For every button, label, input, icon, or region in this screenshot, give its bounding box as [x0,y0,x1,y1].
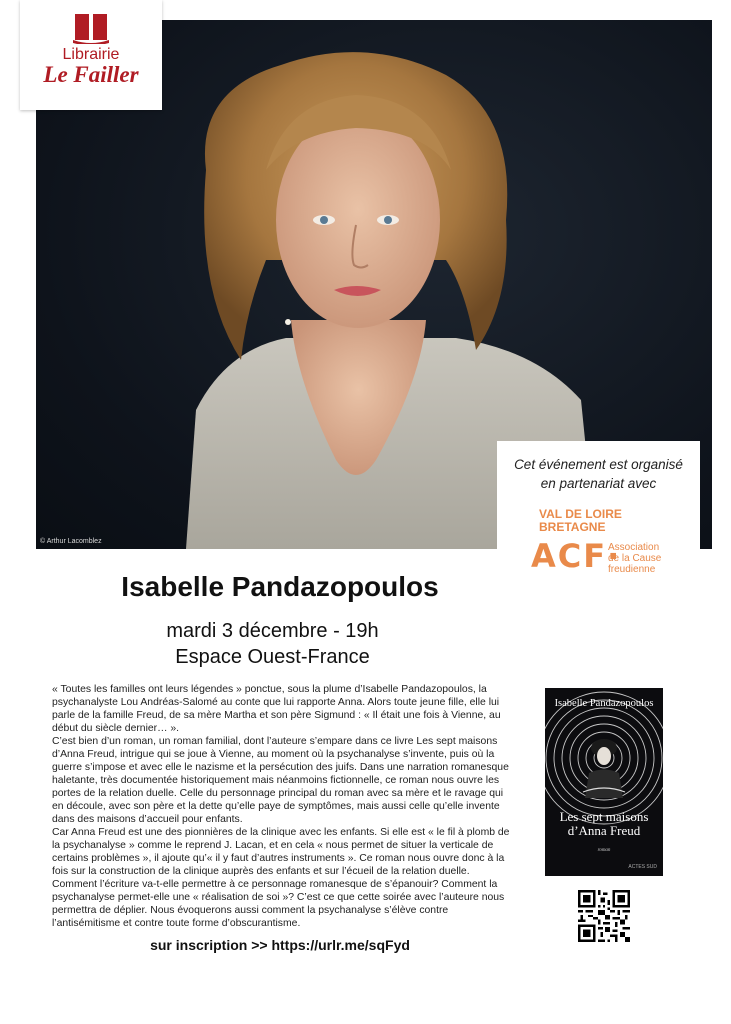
event-description [52,683,512,930]
event-date: mardi 3 décembre - 19h [166,620,379,642]
book-publisher: ACTES SUD [628,864,657,870]
event-venue: Espace Ouest-France [175,646,370,668]
book-author: Isabelle Pandazopoulos [554,698,654,709]
partner-text-line2: en partenariat avec [540,476,657,491]
acf-region-line1: VAL DE LOIRE [539,507,622,521]
speaker-name: Isabelle Pandazopoulos [121,571,439,602]
description-paragraph: C’est bien d’un roman, un roman familial, dont l’auteure s’empare dans ce livre Les sept maisons d’Anna Freud, intrigue qui se joue à Vienne, au moment où la psychanalyse s’invente, puis où la guerre s’impose et avec elle le nazisme et la persécution des juifs. Dans une narration romanesque haletante, très documentée historiquement mais néanmoins fictionnelle, ce roman nous ouvre les portes de la relation duelle. Celle du personnage principal du roman avec sa mère et le ravage qui en découle, avec son père et la dette qu’elle paye de symptômes, mais aussi celle qu’elle invente dans des maisons d’accueil pour enfants. [52,736,509,825]
registration-link[interactable]: sur inscription >> https://urlr.me/sqFyd [150,937,410,953]
description-paragraph: Comment l’écriture va-t-elle permettre à ce personnage romanesque de s’épanouir? Comment la psychanalyse permet-elle une « réalisation de soi »? C’est ce que cette soirée avec l’auteure nous permettra de déplier. Nous évoquerons aussi comment la psychanalyse s’élève contre l’antisémitisme et contre toute forme d’obscurantisme. [52,879,505,929]
book-genre: roman [597,848,611,853]
partner-box [497,441,700,589]
acf-region [539,508,622,534]
photo-credit: © Arthur Lacomblez [40,538,102,545]
book-cover [545,688,663,876]
acf-subtitle-line3: freudienne [608,564,656,575]
bookstore-logo[interactable] [20,0,162,110]
logo-text-librairie: Librairie [62,46,120,63]
acf-subtitle [608,542,661,575]
acf-subtitle-line1: Association [608,542,660,553]
book-title [545,810,663,838]
qr-code-icon[interactable] [578,890,630,942]
acf-subtitle-line2: de la Cause [608,553,662,564]
acf-logo: ACF· [531,537,622,575]
acf-region-line2: BRETAGNE [539,520,606,534]
description-paragraph: Car Anna Freud est une des pionnières de la clinique avec les enfants. Si elle est « le fil à plomb de la psychanalyse » comme le reprend J. Lacan, et en cela « nous permet de situer la verticale de certains problèmes », il ajoute qu’« il y faut d’autres instruments ». Ce roman nous ouvre donc à la fois sur la construction de la clinique auprès des enfants et sur l’écueil de la relation duelle. [52,827,510,877]
description-paragraph: « Toutes les familles ont leurs légendes » ponctue, sous la plume d’Isabelle Pandazopoulos, la psychanalyste Lou Andréas-Salomé au conte que lui rapporte Anna. Alors toute jeune fille, elle lui parle de la famille Freud, de sa mère Martha et son père Sigmund : « Il était une fois à Vienne, au début du siècle dernier… ». [52,684,501,734]
partner-text-line1: Cet événement est organisé [514,457,683,472]
book-title-line2: d’Anna Freud [567,823,641,838]
book-logo-icon [71,10,111,44]
logo-text-name: Le Failler [43,62,139,87]
book-title-line1: Les sept maisons [559,809,649,824]
